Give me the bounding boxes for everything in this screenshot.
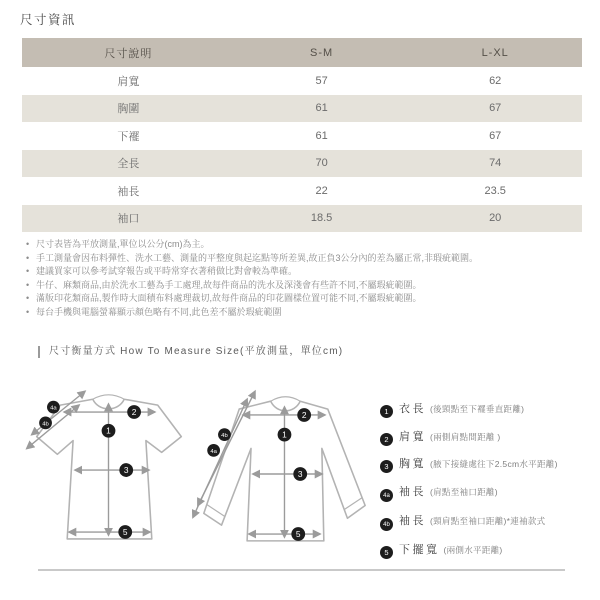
svg-text:4a: 4a: [50, 405, 57, 412]
notes-list: [26, 238, 586, 320]
legend-name: 胸寬: [399, 458, 426, 470]
table-row: [22, 67, 582, 95]
page-title: 尺寸資訊: [20, 13, 77, 27]
legend-badge-4b: 4b: [380, 518, 393, 531]
cell-lxl: 23.5: [484, 184, 506, 197]
table-row: [22, 177, 582, 205]
legend-item: [380, 512, 582, 530]
cell-lxl: 67: [408, 95, 582, 123]
note-item: • 手工測量會因布料彈性、洗水工藝、測量的平整度與起迄點等所差異,故正負3公分內的差為屬正常,非瑕疵範圍。: [26, 252, 586, 266]
measure-diagrams: [18, 378, 582, 570]
cell-sm: 70: [235, 150, 409, 178]
badge-3: [119, 463, 133, 477]
legend-badge-4a: 4a: [380, 489, 393, 502]
note-item: • 牛仔、麻類商品,由於洗水工藝為手工處理,故每件商品的洗水及深淺會有些許不同,不屬瑕疵範圍。: [26, 279, 586, 293]
row-label: 袖長: [117, 185, 140, 198]
legend-item: [380, 400, 582, 416]
col-header-label: 尺寸說明: [22, 38, 235, 67]
table-row: [22, 95, 582, 123]
legend-desc: (腋下接縫處往下2.5cm水平距離): [430, 459, 558, 469]
table-row: [22, 122, 582, 150]
badge-5: [291, 527, 305, 541]
table-row: [22, 205, 582, 233]
badge-4a: [207, 444, 220, 457]
cell-sm: 61: [315, 129, 328, 142]
legend-name: 肩寬: [399, 430, 426, 443]
bottom-divider: [38, 569, 565, 571]
badge-1: [278, 428, 292, 442]
svg-text:3: 3: [123, 465, 129, 476]
short-sleeve-tee-diagram: [18, 378, 200, 570]
table-header-row: [22, 38, 582, 67]
size-table: [22, 38, 582, 232]
note-item: • 建議買家可以參考試穿報告或平時常穿衣著稍做比對會較為準確。: [26, 265, 586, 279]
legend-badge-5: 5: [380, 546, 393, 559]
row-label: 全長: [22, 150, 235, 178]
cell-lxl: 20: [408, 205, 582, 233]
svg-text:5: 5: [295, 528, 301, 539]
cell-sm: 18.5: [235, 205, 409, 233]
measure-section-title: 尺寸衡量方式 How To Measure Size(平放測量，單位cm): [38, 346, 343, 358]
row-label: 胸圍: [22, 95, 235, 123]
svg-text:3: 3: [297, 468, 303, 479]
legend-desc: (頸肩點至袖口距離)*連袖款式: [430, 515, 546, 526]
note-item: • 每台手機與電腦螢幕顯示顏色略有不同,此色差不屬於瑕疵範圍: [26, 306, 586, 320]
badge-3: [293, 467, 307, 481]
badge-4a: [47, 401, 60, 414]
measure-legend: [380, 378, 582, 568]
long-sleeve-tee-diagram: [192, 378, 374, 570]
cell-sm: 61: [235, 95, 409, 123]
cell-sm: 57: [315, 74, 328, 87]
badge-4b: [39, 416, 52, 429]
badge-5: [118, 525, 132, 539]
svg-text:1: 1: [106, 425, 111, 436]
svg-text:5: 5: [122, 526, 128, 537]
legend-desc: (後頸點至下襬垂直距離): [430, 404, 525, 414]
svg-text:4a: 4a: [210, 448, 217, 455]
legend-item: [380, 541, 582, 557]
legend-name: 袖長: [399, 514, 426, 527]
note-item: • 滿版印花類商品,製作時大面積布料處理裁切,故每件商品的印花圖樣位置可能不同,不屬瑕疵範圍。: [26, 292, 586, 306]
badge-2: [297, 408, 311, 422]
svg-text:4b: 4b: [221, 433, 228, 440]
legend-item: [380, 455, 582, 471]
collar-seam: [93, 395, 124, 399]
row-label: 下襬: [117, 130, 140, 143]
svg-text:2: 2: [301, 409, 307, 420]
svg-text:2: 2: [131, 406, 137, 417]
legend-name: 衣長: [399, 403, 426, 415]
svg-text:4b: 4b: [42, 421, 49, 428]
col-header-sm: S-M: [235, 38, 409, 67]
legend-badge-3: 3: [380, 460, 393, 473]
table-row: [22, 150, 582, 178]
note-item: • 尺寸表皆為平放測量,單位以公分(cm)為主。: [26, 238, 586, 252]
badge-1: [102, 424, 116, 438]
cell-lxl: 67: [489, 129, 502, 142]
cell-sm: 22: [315, 184, 328, 197]
cell-lxl: 62: [489, 74, 502, 87]
collar-seam: [271, 397, 301, 401]
legend-name: 袖長: [399, 485, 426, 498]
legend-name: 下擺寬: [399, 543, 440, 556]
legend-desc: (肩點至袖口距離): [430, 486, 498, 497]
legend-desc: (兩側肩點間距離 ): [430, 431, 501, 442]
legend-desc: (兩側水平距離): [443, 544, 503, 555]
legend-item: [380, 428, 582, 444]
legend-badge-2: 2: [380, 433, 393, 446]
badge-2: [127, 405, 141, 419]
col-header-lxl: L-XL: [408, 38, 582, 67]
legend-item: [380, 483, 582, 501]
row-label: 袖口: [22, 205, 235, 233]
legend-badge-1: 1: [380, 405, 393, 418]
cell-lxl: 74: [408, 150, 582, 178]
row-label: 肩寬: [117, 75, 140, 88]
badge-4b: [218, 428, 231, 441]
svg-text:1: 1: [282, 429, 287, 440]
